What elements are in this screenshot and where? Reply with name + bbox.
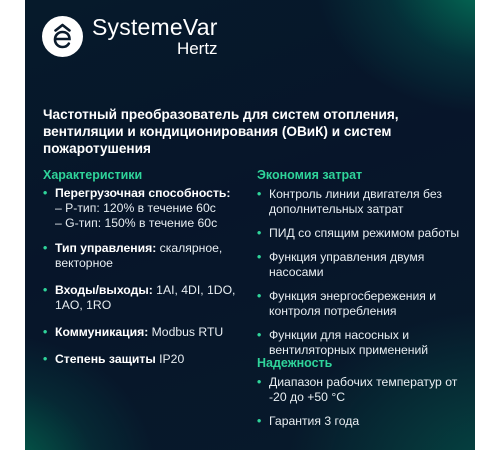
list-item: [43, 186, 248, 231]
list-item: • Функция энергосбережения и контроля потребления: [257, 289, 467, 319]
io-value: 1AI, 4DI, 1DO, 1AO, 1RO: [55, 283, 236, 312]
product-card: [25, 0, 475, 450]
brand-e-icon: [42, 16, 83, 57]
list-item: [43, 325, 248, 340]
control-value: скалярное, векторное: [55, 241, 223, 270]
list-item: [43, 352, 248, 367]
comm-label: Коммуникация:: [55, 325, 149, 339]
list-item: • Функция управления двумя насосами: [257, 250, 467, 280]
reliability-title: Надежность: [257, 356, 333, 370]
list-item: • Функции для насосных и вентиляторных применений: [257, 328, 467, 358]
overload-g-type: – G-тип: 150% в течение 60с: [55, 216, 218, 230]
overload-label: Перегрузочная способность:: [55, 186, 231, 200]
brand-subtitle: Hertz: [176, 39, 218, 58]
list-item: [43, 241, 248, 271]
protection-value: IP20: [155, 352, 185, 366]
overload-p-type: – P-тип: 120% в течение 60с: [55, 201, 216, 215]
brand-logo: [42, 16, 218, 57]
comm-value: Modbus RTU: [148, 325, 224, 339]
reliability-list: [257, 375, 467, 438]
list-item: [43, 283, 248, 313]
savings-title: Экономия затрат: [257, 168, 363, 182]
savings-list: [257, 187, 467, 367]
brand-name: SystemeVar: [92, 14, 218, 40]
list-item: • Контроль линии двигателя без дополнительных затрат: [257, 187, 467, 217]
characteristics-list: [43, 186, 248, 379]
list-item: • Диапазон рабочих температур от -20 до +50 °C: [257, 375, 467, 405]
list-item: • Гарантия 3 года: [257, 414, 467, 429]
list-item: • ПИД со спящим режимом работы: [257, 226, 467, 241]
protection-label: Степень защиты: [55, 352, 156, 366]
control-label: Тип управления:: [55, 241, 157, 255]
headline: Частотный преобразователь для систем отопления, вентиляции и кондиционирования (ОВиК) и систем пожаротушения: [43, 107, 399, 156]
characteristics-title: Характеристики: [43, 168, 143, 182]
io-label: Входы/выходы:: [55, 283, 153, 297]
